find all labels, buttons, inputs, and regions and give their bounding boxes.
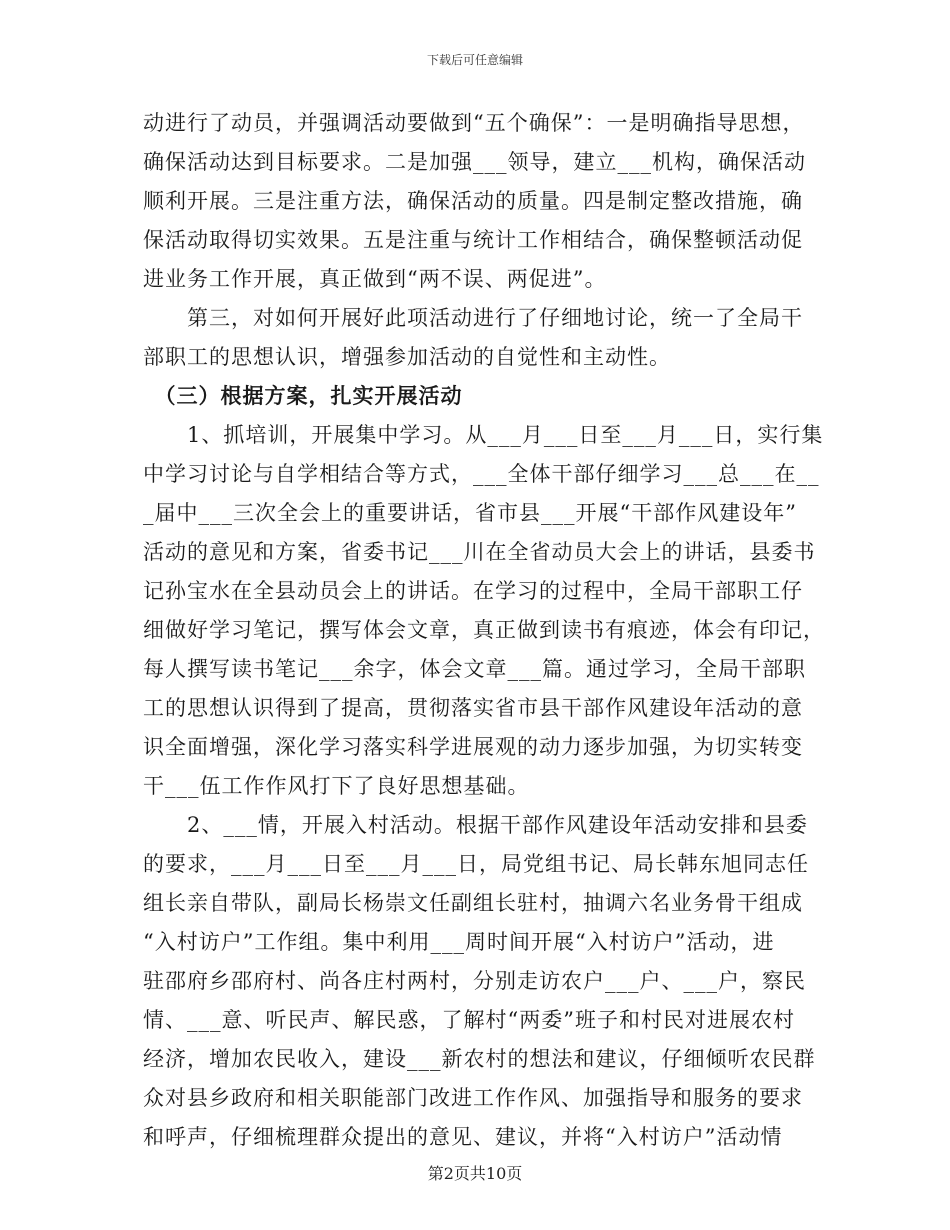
page-header-note: 下载后可任意编辑 [426,53,523,67]
body-line: 众对县乡政府和相关职能部门改进工作作风、加强指导和服务的要求 [143,1086,803,1110]
page-number: 第2页共10页 [427,1164,523,1183]
document-body [143,104,825,1157]
body-line: 记孙宝水在全县动员会上的讲话。在学习的过程中，全局干部职工仔 [143,579,803,603]
body-line: 保活动取得切实效果。五是注重与统计工作相结合，确保整顿活动促 [143,228,803,252]
body-line: 的要求，___月___日至___月___日，局党组书记、局长韩东旭同志任 [143,852,809,876]
body-line: 识全面增强，深化学习落实科学进展观的动力逐步加强，为切实转变 [143,735,803,759]
body-line: 1、抓培训，开展集中学习。从___月___日至___月___日，实行集 [143,423,824,447]
body-line: 进业务工作开展，真正做到“两不误、两促进”。 [143,267,607,291]
body-line: 2、___情，开展入村活动。根据干部作风建设年活动安排和县委 [143,813,808,837]
body-line: 驻邵府乡邵府村、尚各庄村两村，分别走访农户___户、___户，察民 [143,969,806,993]
body-line: 组长亲自带队，副局长杨崇文任副组长驻村，抽调六名业务骨干组成 [143,891,803,915]
section-heading: （三）根据方案，扎实开展活动 [143,384,463,408]
body-line: 细做好学习笔记，撰写体会文章，真正做到读书有痕迹，体会有印记， [143,618,825,642]
body-line: “入村访户”工作组。集中利用___周时间开展“入村访户”活动，进 [143,930,775,954]
body-line: 每人撰写读书笔记___余字，体会文章___篇。通过学习，全局干部职 [143,657,806,681]
body-line: 和呼声，仔细梳理群众提出的意见、建议，并将“入村访户”活动情 [143,1125,783,1149]
body-line: 部职工的思想认识，增强参加活动的自觉性和主动性。 [143,345,671,369]
body-line: 确保活动达到目标要求。二是加强___领导，建立___机构，确保活动 [143,150,806,174]
body-line: 顺利开展。三是注重方法，确保活动的质量。四是制定整改措施，确 [143,189,803,213]
body-line: 活动的意见和方案，省委书记___川在全省动员大会上的讲话，县委书 [143,540,816,564]
body-line: 情、___意、听民声、解民惑，了解村“两委”班子和村民对进展农村 [143,1008,795,1032]
body-line: 中学习讨论与自学相结合等方式，___全体干部仔细学习___总___在__ [143,462,820,486]
body-line: 干___伍工作作风打下了良好思想基础。 [143,774,530,798]
body-line: 经济，增加农民收入，建设___新农村的想法和建议，仔细倾听农民群 [143,1047,816,1071]
body-line: 第三，对如何开展好此项活动进行了仔细地讨论，统一了全局干 [143,306,803,330]
body-line: 动进行了动员，并强调活动要做到“五个确保”：一是明确指导思想， [143,111,805,135]
body-line: _届中___三次全会上的重要讲话，省市县___开展“干部作风建设年” [143,501,797,525]
body-line: 工的思想认识得到了提高，贯彻落实省市县干部作风建设年活动的意 [143,696,803,720]
